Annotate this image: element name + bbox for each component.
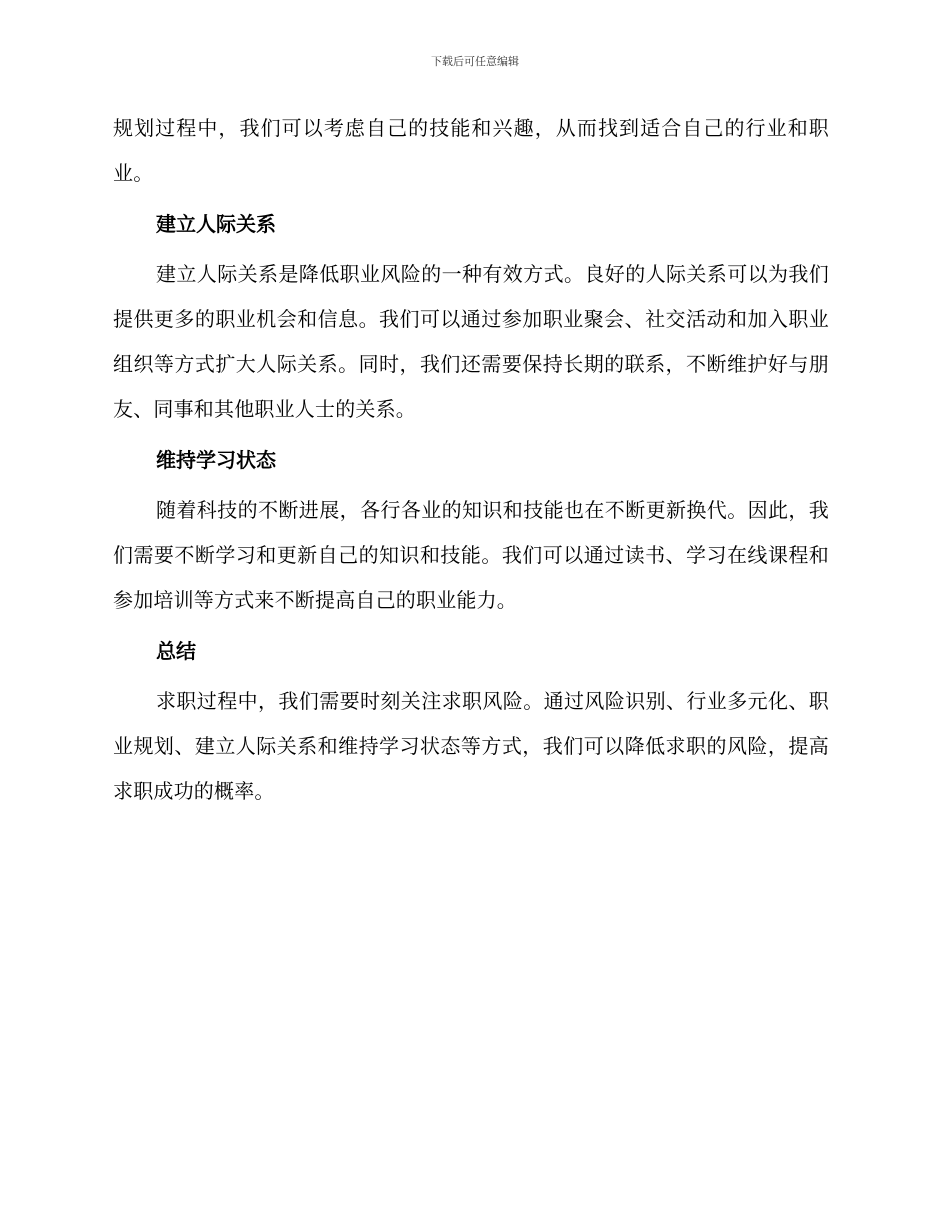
learning-heading: 维持学习状态 [156,448,276,472]
document-body [113,106,829,814]
learning-paragraph: 随着科技的不断进展，各行各业的知识和技能也在不断更新换代。因此，我们需要不断学习和更新自己的知识和技能。我们可以通过读书、学习在线课程和参加培训等方式来不断提高自己的职业能力。 [113,498,829,612]
summary-paragraph: 求职过程中，我们需要时刻关注求职风险。通过风险识别、行业多元化、职业规划、建立人际关系和维持学习状态等方式，我们可以降低求职的风险，提高求职成功的概率。 [113,689,829,803]
page-header: 下载后可任意编辑 [431,55,519,68]
relationships-heading: 建立人际关系 [156,212,276,236]
summary-heading: 总结 [156,639,196,663]
relationships-paragraph: 建立人际关系是降低职业风险的一种有效方式。良好的人际关系可以为我们提供更多的职业机会和信息。我们可以通过参加职业聚会、社交活动和加入职业组织等方式扩大人际关系。同时，我们还需要保持长期的联系，不断维护好与朋友、同事和其他职业人士的关系。 [113,262,829,421]
intro-continuation-paragraph: 规划过程中，我们可以考虑自己的技能和兴趣，从而找到适合自己的行业和职业。 [113,116,829,185]
